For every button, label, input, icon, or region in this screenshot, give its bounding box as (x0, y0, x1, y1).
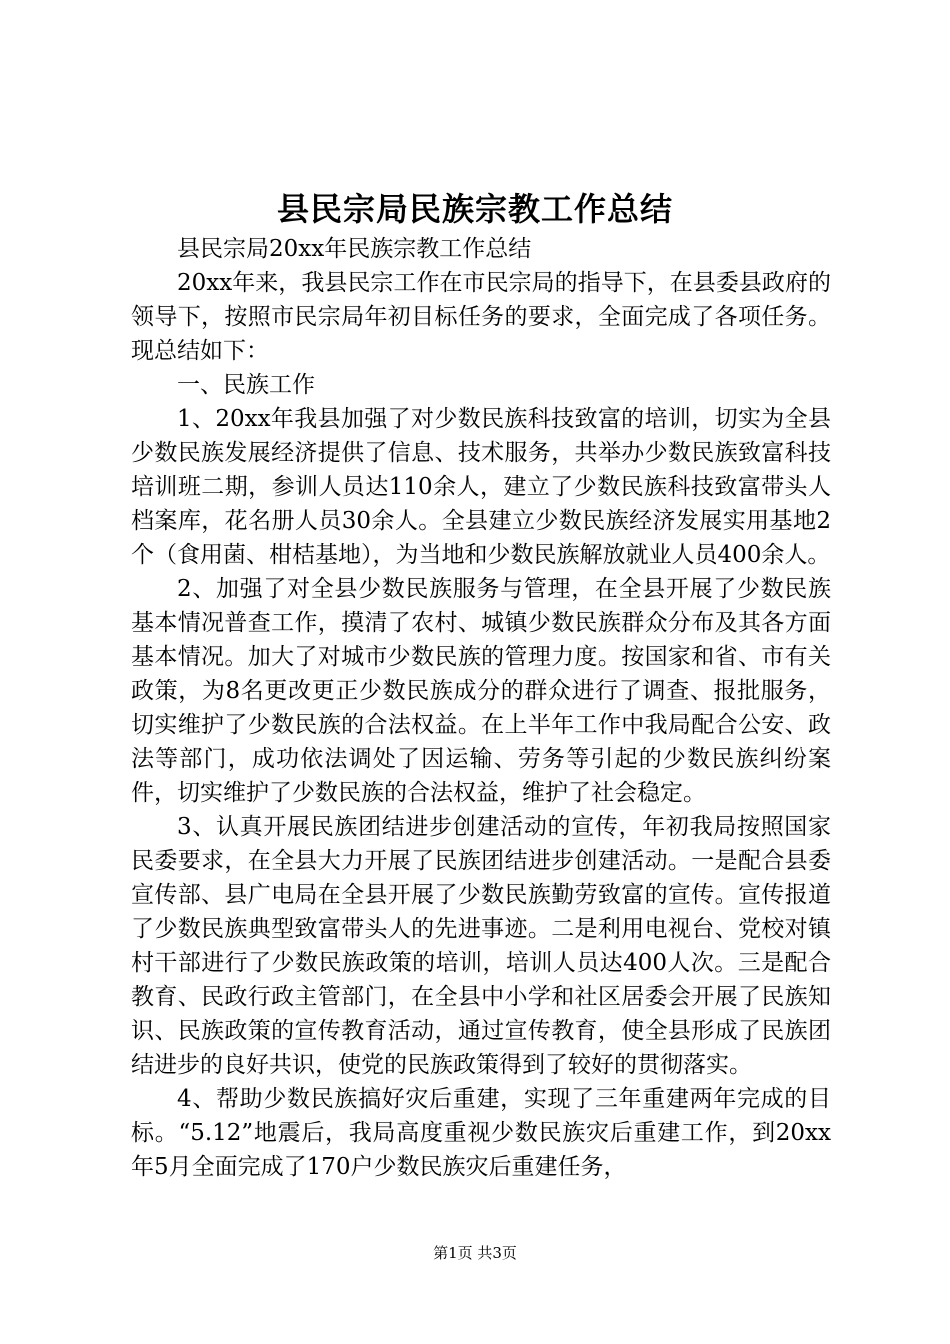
paragraph-subtitle: 县民宗局20xx年民族宗教工作总结 (177, 236, 532, 262)
paragraph-item-4: 4、帮助少数民族搞好灾后重建，实现了三年重建两年完成的目标。“5.12”地震后，我局高度重视少数民族灾后重建工作，到20xx年5月全面完成了170户少数民族灾后重建任务， (131, 1086, 831, 1180)
paragraph-item-1: 1、20xx年我县加强了对少数民族科技致富的培训，切实为全县少数民族发展经济提供了信息、技术服务，共举办少数民族致富科技培训班二期，参训人员达110余人，建立了少数民族科技致富带头人档案库，花名册人员30余人。全县建立少数民族经济发展实用基地2个（食用菌、柑桔基地），为当地和少数民族解放就业人员400余人。 (131, 406, 831, 568)
paragraph-item-3: 3、认真开展民族团结进步创建活动的宣传，年初我局按照国家民委要求，在全县大力开展了民族团结进步创建活动。一是配合县委宣传部、县广电局在全县开展了少数民族勤劳致富的宣传。宣传报道了少数民族典型致富带头人的先进事迹。二是利用电视台、党校对镇村干部进行了少数民族政策的培训，培训人员达400人次。三是配合教育、民政行政主管部门，在全县中小学和社区居委会开展了民族知识、民族政策的宣传教育活动，通过宣传教育，使全县形成了民族团结进步的良好共识，使党的民族政策得到了较好的贯彻落实。 (131, 814, 831, 1078)
section-heading: 一、民族工作 (177, 372, 315, 398)
paragraph-intro: 20xx年来，我县民宗工作在市民宗局的指导下，在县委县政府的领导下，按照市民宗局年初目标任务的要求，全面完成了各项任务。现总结如下： (131, 270, 831, 364)
document-title: 县民宗局民族宗教工作总结 (276, 190, 673, 228)
paragraph-item-2: 2、加强了对全县少数民族服务与管理，在全县开展了少数民族基本情况普查工作，摸清了农村、城镇少数民族群众分布及其各方面基本情况。加大了对城市少数民族的管理力度。按国家和省、市有关政策，为8名更改更正少数民族成分的群众进行了调查、报批服务，切实维护了少数民族的合法权益。在上半年工作中我局配合公安、政法等部门，成功依法调处了因运输、劳务等引起的少数民族纠纷案件，切实维护了少数民族的合法权益，维护了社会稳定。 (131, 576, 831, 806)
page-footer: 第1页 共3页 (433, 1244, 517, 1262)
document-body (131, 232, 831, 1184)
